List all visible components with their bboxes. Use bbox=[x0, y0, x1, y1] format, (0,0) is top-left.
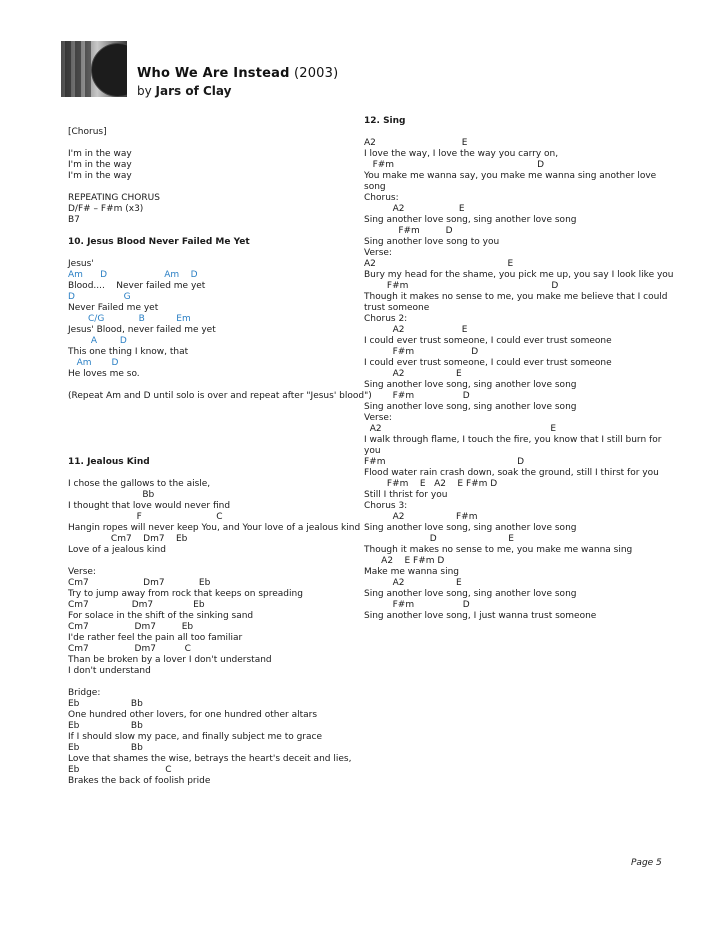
lyric-line: Sing another love song, sing another love song bbox=[364, 589, 577, 599]
lyric-line: Never Failed me yet bbox=[68, 303, 159, 313]
page-number: Page 5 bbox=[631, 858, 662, 868]
lyric-line: One hundred other lovers, for one hundred other altars bbox=[68, 710, 318, 720]
lyric-line: A2 E bbox=[364, 424, 557, 434]
lyric-line: Verse: bbox=[68, 567, 96, 577]
lyric-line: D E bbox=[364, 534, 514, 544]
album-name: Who We Are Instead bbox=[137, 66, 290, 81]
lyric-line: I'm in the way bbox=[68, 160, 132, 170]
lyric-line: Love of a jealous kind bbox=[68, 545, 166, 555]
lyric-line: Still I thrist for you bbox=[364, 490, 448, 500]
lyric-line: F#m D bbox=[364, 281, 559, 291]
lyric-line: I don't understand bbox=[68, 666, 151, 676]
lyric-line: A2 E F#m D bbox=[364, 556, 445, 566]
lyric-line bbox=[68, 402, 363, 413]
lyric-line: A2 E bbox=[364, 138, 468, 148]
lyric-line: (Repeat Am and D until solo is over and repeat after "Jesus' blood") bbox=[68, 391, 372, 401]
lyric-line: A2 F#m bbox=[364, 512, 478, 522]
lyric-line: This one thing I know, that bbox=[68, 347, 189, 357]
lyric-line: I could ever trust someone, I could ever trust someone bbox=[364, 336, 612, 346]
lyric-line bbox=[68, 413, 363, 424]
lyric-line: A2 E bbox=[364, 259, 514, 269]
lyric-line: F C bbox=[68, 512, 223, 522]
lyric-line: You make me wanna say, you make me wanna sing another love bbox=[364, 171, 657, 181]
lyric-line: B7 bbox=[68, 215, 80, 225]
lyric-line: Chorus 3: bbox=[364, 501, 408, 511]
lyric-line bbox=[68, 248, 363, 259]
album-byline bbox=[137, 84, 338, 98]
album-header bbox=[137, 66, 338, 98]
lyric-line: I'm in the way bbox=[68, 171, 132, 181]
lyric-line bbox=[68, 226, 363, 237]
lyric-line: For solace in the shift of the sinking sand bbox=[68, 611, 254, 621]
lyric-line: Bridge: bbox=[68, 688, 101, 698]
lyric-line: Verse: bbox=[364, 248, 392, 258]
vinyl-disc-icon bbox=[91, 43, 127, 97]
lyric-line: He loves me so. bbox=[68, 369, 140, 379]
artist-name: Jars of Clay bbox=[155, 84, 232, 98]
lyric-line: song bbox=[364, 182, 386, 192]
lyric-line bbox=[68, 446, 363, 457]
album-cover-image bbox=[61, 41, 127, 97]
lyric-line: Bb bbox=[68, 490, 155, 500]
lyric-line bbox=[68, 435, 363, 446]
lyric-line: Cm7 Dm7 Eb bbox=[68, 534, 188, 544]
lyric-line: Though it makes no sense to me, you make me wanna sing bbox=[364, 545, 633, 555]
lyric-line: Sing another love song, sing another love song bbox=[364, 380, 577, 390]
left-lyrics-column bbox=[68, 127, 372, 787]
lyric-line: Sing another love song, I just wanna trust someone bbox=[364, 611, 597, 621]
lyric-line: Cm7 Dm7 Eb bbox=[68, 578, 211, 588]
lyric-line: I chose the gallows to the aisle, bbox=[68, 479, 211, 489]
lyric-line: A2 E bbox=[364, 369, 462, 379]
lyric-line: Sing another love song, sing another love song bbox=[364, 215, 577, 225]
lyric-line bbox=[364, 127, 664, 138]
lyric-line: Chorus 2: bbox=[364, 314, 408, 324]
lyric-line: F#m D bbox=[364, 391, 470, 401]
chord-line: A D bbox=[68, 336, 127, 346]
album-year: (2003) bbox=[293, 66, 339, 81]
song-heading: 10. Jesus Blood Never Failed Me Yet bbox=[68, 237, 250, 247]
lyric-line: A2 E bbox=[364, 325, 468, 335]
lyric-line: F#m D bbox=[364, 347, 479, 357]
lyric-line: A2 E bbox=[364, 204, 465, 214]
lyric-line: Cm7 Dm7 Eb bbox=[68, 600, 205, 610]
lyric-line: Make me wanna sing bbox=[364, 567, 460, 577]
lyric-line: I love the way, I love the way you carry on, bbox=[364, 149, 559, 159]
album-title bbox=[137, 66, 338, 81]
lyric-line: Hangin ropes will never keep You, and Your love of a jealous kind bbox=[68, 523, 361, 533]
lyric-line: Blood.... Never failed me yet bbox=[68, 281, 206, 291]
by-label: by bbox=[137, 84, 156, 98]
lyric-line: Jesus' Blood, never failed me yet bbox=[68, 325, 216, 335]
chord-line: C/G B Em bbox=[68, 314, 191, 324]
lyric-line: I thought that love would never find bbox=[68, 501, 231, 511]
right-lyrics-column bbox=[364, 116, 674, 622]
lyric-line: F#m D bbox=[364, 457, 525, 467]
lyric-line: Eb Bb bbox=[68, 721, 143, 731]
lyric-line: D/F# – F#m (x3) bbox=[68, 204, 144, 214]
lyric-line bbox=[68, 468, 363, 479]
lyric-line: Though it makes no sense to me, you make me believe that I could bbox=[364, 292, 668, 302]
lyric-line: I could ever trust someone, I could ever trust someone bbox=[364, 358, 612, 368]
lyric-line: Verse: bbox=[364, 413, 392, 423]
lyric-line: Sing another love song, sing another love song bbox=[364, 523, 577, 533]
lyric-line bbox=[68, 380, 363, 391]
lyric-line: Eb Bb bbox=[68, 743, 143, 753]
lyric-line: Bury my head for the shame, you pick me up, you say I look like you bbox=[364, 270, 674, 280]
lyric-line bbox=[68, 182, 363, 193]
lyric-line: you bbox=[364, 446, 381, 456]
lyric-line: F#m D bbox=[364, 160, 545, 170]
lyric-line: Cm7 Dm7 C bbox=[68, 644, 191, 654]
lyric-line: Jesus' bbox=[68, 259, 94, 269]
lyric-line: Flood water rain crash down, soak the ground, still I thirst for you bbox=[364, 468, 659, 478]
lyric-line bbox=[68, 677, 363, 688]
lyric-line bbox=[68, 424, 363, 435]
lyric-line: A2 E bbox=[364, 578, 462, 588]
lyric-line bbox=[68, 556, 363, 567]
song-heading: 12. Sing bbox=[364, 116, 406, 126]
lyric-line: If I should slow my pace, and finally subject me to grace bbox=[68, 732, 323, 742]
lyric-line: I'm in the way bbox=[68, 149, 132, 159]
lyric-line: I'de rather feel the pain all too familiar bbox=[68, 633, 243, 643]
lyric-line: Brakes the back of foolish pride bbox=[68, 776, 211, 786]
lyric-line: Sing another love song, sing another love song bbox=[364, 402, 577, 412]
lyric-line: F#m D bbox=[364, 600, 470, 610]
lyric-line: I walk through flame, I touch the fire, you know that I still burn for bbox=[364, 435, 662, 445]
song-heading: 11. Jealous Kind bbox=[68, 457, 150, 467]
lyric-line: Sing another love song to you bbox=[364, 237, 500, 247]
lyric-line: REPEATING CHORUS bbox=[68, 193, 160, 203]
lyric-line: Eb C bbox=[68, 765, 172, 775]
lyric-line: F#m D bbox=[364, 226, 453, 236]
lyric-line: Eb Bb bbox=[68, 699, 143, 709]
chord-line: Am D bbox=[68, 358, 119, 368]
lyric-line: Than be broken by a lover I don't understand bbox=[68, 655, 272, 665]
chord-line: Am D Am D bbox=[68, 270, 198, 280]
lyric-line: F#m E A2 E F#m D bbox=[364, 479, 498, 489]
lyric-line: trust someone bbox=[364, 303, 430, 313]
lyric-line: Try to jump away from rock that keeps on spreading bbox=[68, 589, 303, 599]
lyric-line: Chorus: bbox=[364, 193, 399, 203]
lyric-line bbox=[68, 138, 363, 149]
lyric-line: Cm7 Dm7 Eb bbox=[68, 622, 194, 632]
lyric-line: [Chorus] bbox=[68, 127, 107, 137]
chord-line: D G bbox=[68, 292, 131, 302]
lyric-line: Love that shames the wise, betrays the heart's deceit and lies, bbox=[68, 754, 352, 764]
